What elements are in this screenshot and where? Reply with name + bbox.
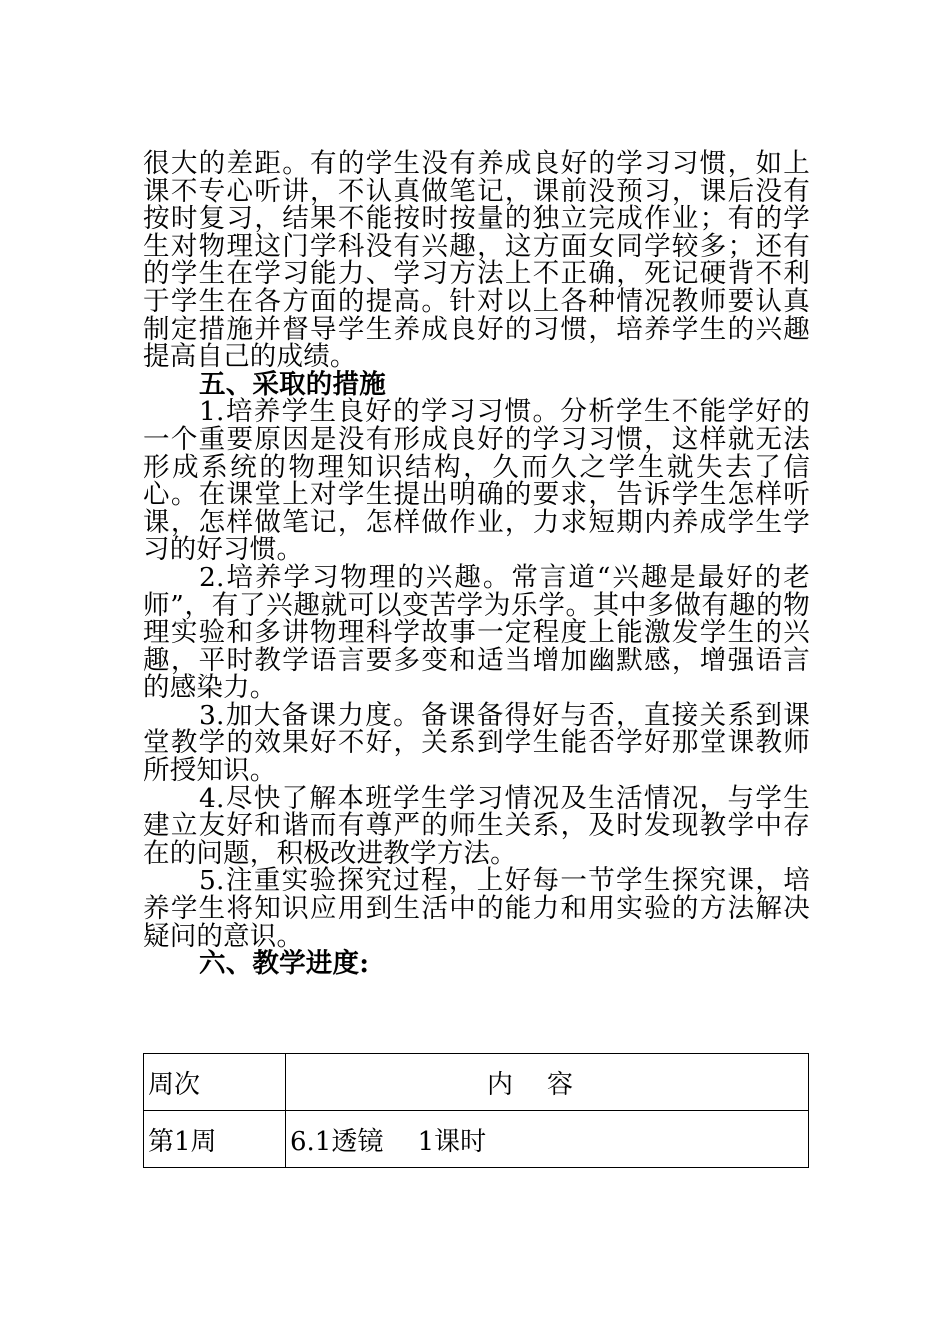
table-header-row (144, 1054, 809, 1111)
section-heading-measures: 五、采取的措施 (199, 368, 386, 400)
table-row (144, 1111, 809, 1168)
measure-item-4: 4.尽快了解本班学生学习情况及生活情况，与学生建立友好和谐而有尊严的师生关系，及时发现教学中存在的问题，积极改进教学方法。 (143, 782, 810, 869)
cell-content: 6.1透镜 1课时 (286, 1111, 809, 1168)
header-week: 周次 (144, 1054, 286, 1111)
body-text (143, 150, 810, 978)
schedule-table (143, 1053, 809, 1168)
measure-item-2: 2.培养学习物理的兴趣。常言道“兴趣是最好的老师”，有了兴趣就可以变苦学为乐学。其中多做有趣的物理实验和多讲物理科学故事一定程度上能激发学生的兴趣，平时教学语言要多变和适当增加幽默感，增强语言的感染力。 (143, 561, 810, 704)
paragraph-continuation: 很大的差距。有的学生没有养成良好的学习习惯，如上课不专心听讲，不认真做笔记，课前没预习，课后没有按时复习，结果不能按时按量的独立完成作业；有的学生对物理这门学科没有兴趣，这方面女同学较多；还有的学生在学习能力、学习方法上不正确，死记硬背不利于学生在各方面的提高。针对以上各种情况教师要认真制定措施并督导学生养成良好的习惯，培养学生的兴趣提高自己的成绩。 (143, 148, 810, 373)
cell-week: 第1周 (144, 1111, 286, 1168)
header-content: 内容 (286, 1054, 809, 1111)
section-heading-schedule: 六、教学进度: (199, 948, 370, 980)
measure-item-3: 3.加大备课力度。备课备得好与否，直接关系到课堂教学的效果好不好，关系到学生能否学好那堂课教师所授知识。 (143, 699, 810, 787)
measure-item-5: 5.注重实验探究过程，上好每一节学生探究课，培养学生将知识应用到生活中的能力和用实验的方法解决疑问的意识。 (143, 865, 810, 952)
measure-item-1: 1.培养学生良好的学习习惯。分析学生不能学好的一个重要原因是没有形成良好的学习习惯，这样就无法形成系统的物理知识结构，久而久之学生就失去了信心。在课堂上对学生提出明确的要求，告诉学生怎样听课，怎样做笔记，怎样做作业，力求短期内养成学生学习的好习惯。 (143, 396, 810, 566)
